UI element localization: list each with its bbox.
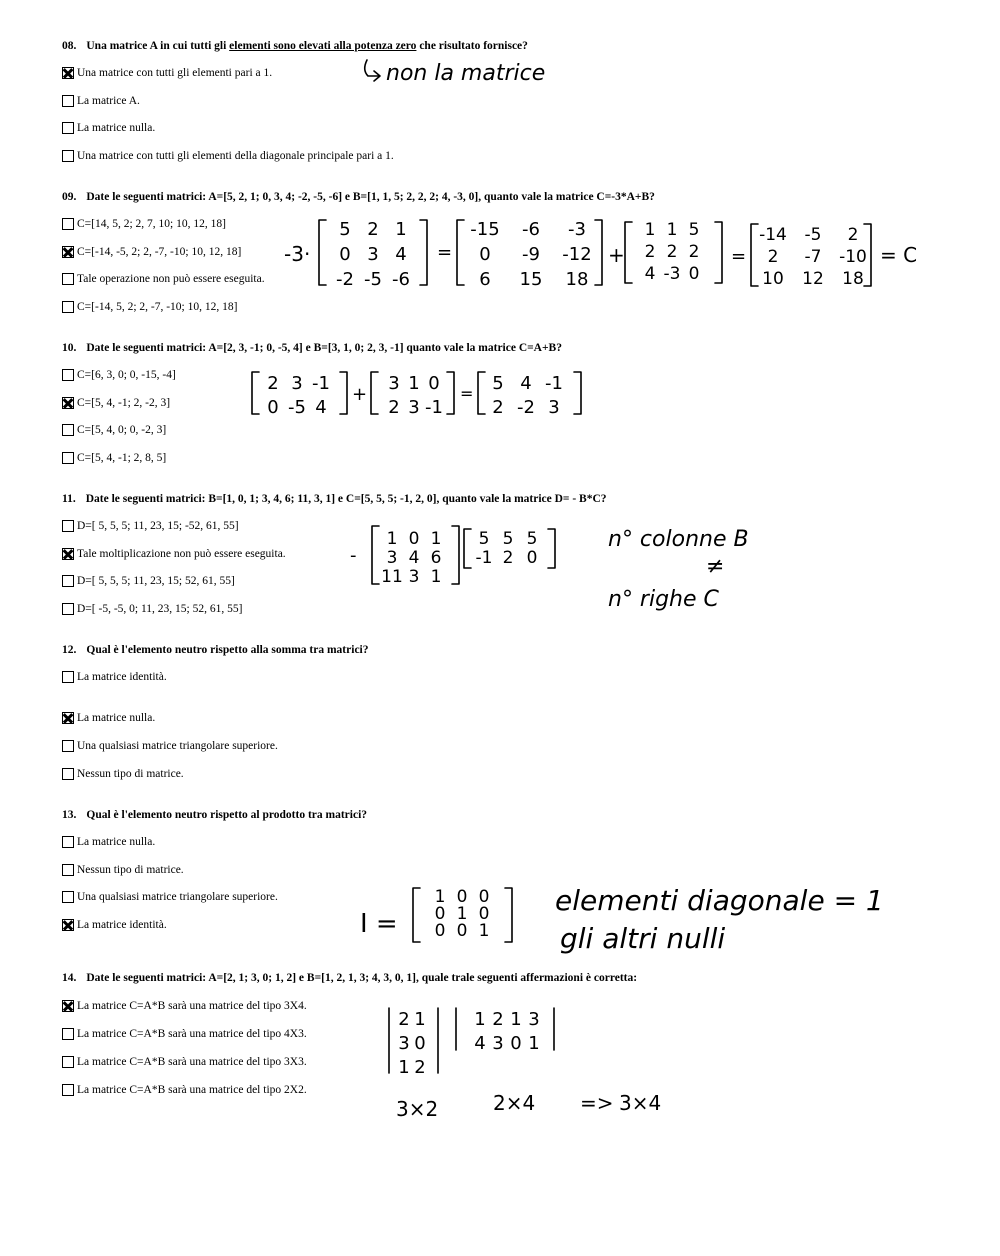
matrix-entry: 1 (430, 567, 442, 587)
matrix-entry: 5 (502, 529, 514, 549)
question-text: Date le seguenti matrici: B=[1, 0, 1; 3, 4, 6; 11, 3, 1] e C=[5, 5, 5; -1, 2, 0], quanto vale la matrice D= - B*C? (85, 493, 607, 505)
matrix-entry: 3 (408, 397, 420, 418)
matrix-entry: 0 (456, 921, 468, 941)
matrix-entry: 0 (434, 921, 446, 941)
matrix-entry: 3 (388, 373, 400, 394)
bracket (625, 222, 632, 283)
hw-q09-eq2: = (731, 246, 747, 267)
option-label: Una qualsiasi matrice triangolare superiore. (77, 740, 278, 752)
option-label: Nessun tipo di matrice. (77, 768, 184, 780)
matrix-entry: 1 (398, 1057, 410, 1078)
matrix-entry: -6 (392, 269, 410, 290)
question-text: Qual è l'elemento neutro rispetto al prodotto tra matrici? (86, 809, 368, 821)
option-label: La matrice C=A*B sarà una matrice del tipo 3X4. (77, 1000, 307, 1012)
matrix-entry: 4 (315, 397, 327, 418)
matrix-entry: -12 (562, 244, 592, 265)
bracket (413, 888, 420, 942)
matrix-entry: 2 (688, 242, 700, 262)
matrix-entry: 1 (528, 1033, 540, 1054)
matrix-entry: 2 (502, 548, 514, 568)
matrix-entry: -2 (336, 269, 354, 290)
matrix-entry: 3 (386, 548, 398, 568)
hw-q11-matrix-C (476, 529, 538, 568)
hw-q14-matrix-B (474, 1009, 539, 1054)
option-label: La matrice identità. (77, 671, 167, 683)
matrix-entry: 5 (339, 219, 351, 240)
matrix-entry: 0 (339, 244, 351, 265)
matrix-entry: 2 (492, 397, 504, 418)
hw-q14-dimB: 2×4 (493, 1091, 536, 1115)
matrix-entry: 0 (479, 244, 491, 265)
matrix-entry: 0 (478, 904, 490, 924)
option-label: Una matrice con tutti gli elementi della diagonale principale pari a 1. (77, 150, 394, 162)
bracket (447, 372, 454, 414)
matrix-entry: 0 (414, 1033, 426, 1054)
option-label: C=[6, 3, 0; 0, -15, -4] (77, 369, 176, 381)
option-label: D=[ 5, 5, 5; 11, 23, 15; 52, 61, 55] (77, 575, 235, 587)
hw-q09-tail: = C (880, 243, 918, 267)
matrix-entry: 2 (644, 242, 656, 262)
question-text: Qual è l'elemento neutro rispetto alla somma tra matrici? (86, 644, 369, 656)
bracket (595, 220, 602, 285)
matrix-entry: 0 (408, 529, 420, 549)
matrix-entry: 0 (456, 887, 468, 907)
matrix-entry: 1 (666, 220, 678, 240)
question-text-underlined: elementi sono elevati alla potenza zero (229, 40, 417, 52)
option-label: La matrice C=A*B sarà una matrice del tipo 3X3. (77, 1056, 307, 1068)
option-label: La matrice nulla. (77, 122, 156, 134)
bracket (751, 224, 758, 286)
matrix-entry: 0 (434, 904, 446, 924)
matrix-entry: 2 (398, 1009, 410, 1030)
question-text: Date le seguenti matrici: A=[5, 2, 1; 0, 3, 4; -2, -5, -6] e B=[1, 1, 5; 2, 2, 2; 4, -3, 0], quanto vale la matrice C=-3*A+B? (86, 191, 655, 203)
hw-q14-dimC: 3×4 (619, 1091, 662, 1115)
hw-q10-plus: + (352, 384, 368, 405)
hw-q09-plus: + (608, 243, 625, 267)
option-label: C=[5, 4, -1; 2, -2, 3] (77, 397, 171, 409)
matrix-entry: 3 (367, 244, 379, 265)
matrix-entry: -5 (804, 225, 822, 245)
bracket (340, 372, 347, 414)
matrix-entry: 5 (688, 220, 700, 240)
option-label: La matrice nulla. (77, 836, 156, 848)
hw-q14-matrix-A (398, 1009, 425, 1078)
hw-q11-note-2: n° righe C (608, 587, 719, 612)
option-label: Tale operazione non può essere eseguita. (77, 273, 265, 285)
question-number: 12. (62, 644, 77, 656)
option-label: La matrice A. (77, 95, 140, 107)
hw-q09-matrix-A (336, 219, 410, 290)
matrix-entry: 2 (388, 397, 400, 418)
matrix-entry: -5 (364, 269, 382, 290)
option-label: Una matrice con tutti gli elementi pari a 1. (77, 67, 273, 79)
hw-q08-note: non la matrice (386, 61, 546, 86)
hook-arrow-icon (365, 60, 380, 81)
matrix-entry: -5 (288, 397, 306, 418)
bracket (574, 372, 581, 414)
matrix-entry: -7 (804, 247, 822, 267)
option-label: Tale moltiplicazione non può essere eseguita. (77, 548, 286, 560)
option-label: Una qualsiasi matrice triangolare superiore. (77, 891, 278, 903)
matrix-entry: -9 (522, 244, 540, 265)
option-label: La matrice identità. (77, 919, 167, 931)
option-label: La matrice C=A*B sarà una matrice del tipo 4X3. (77, 1028, 307, 1040)
option-label: Nessun tipo di matrice. (77, 864, 184, 876)
matrix-entry: 4 (644, 264, 656, 284)
hw-q09-matrix-B (645, 220, 700, 284)
matrix-entry: 2 (414, 1057, 426, 1078)
matrix-entry: -3 (568, 219, 586, 240)
bracket (548, 529, 555, 568)
matrix-entry: 12 (802, 269, 824, 289)
hw-q14-arrow: => (580, 1091, 614, 1115)
matrix-entry: -1 (545, 373, 563, 394)
hw-q14-dimA: 3×2 (396, 1097, 439, 1121)
hw-q11-neq: ≠ (706, 554, 725, 579)
bracket (319, 220, 326, 285)
matrix-entry: 1 (430, 529, 442, 549)
matrix-entry: 0 (478, 887, 490, 907)
question-number: 11. (62, 493, 76, 505)
question-number: 13. (62, 809, 77, 821)
matrix-entry: 3 (408, 567, 420, 587)
matrix-entry: 5 (526, 529, 538, 549)
matrix-entry: 2 (767, 247, 779, 267)
matrix-entry: 2 (267, 373, 279, 394)
hw-q13-note-1: elementi diagonale = 1 (555, 884, 884, 917)
option-label: C=[14, 5, 2; 2, 7, 10; 10, 12, 18] (77, 218, 226, 230)
matrix-entry: 18 (565, 269, 589, 290)
matrix-entry: 1 (478, 921, 490, 941)
matrix-entry: 0 (688, 264, 700, 284)
question-text: che risultato fornisce? (416, 40, 528, 52)
matrix-entry: 3 (528, 1009, 540, 1030)
matrix-entry: -1 (312, 373, 330, 394)
matrix-entry: -6 (522, 219, 540, 240)
hw-q10-eq: = (460, 384, 474, 403)
bracket (715, 222, 722, 283)
matrix-entry: 2 (666, 242, 678, 262)
matrix-entry: 3 (548, 397, 560, 418)
matrix-entry: 1 (510, 1009, 522, 1030)
hw-q09-matrix-neg3A (470, 219, 591, 290)
bracket (252, 372, 259, 414)
option-label: C=[5, 4, 0; 0, -2, 3] (77, 424, 167, 436)
hw-q09-eq1: = (437, 242, 453, 263)
matrix-entry: 18 (842, 269, 864, 289)
question-number: 14. (62, 972, 77, 984)
hw-q13-lhs: I = (360, 909, 398, 939)
bracket (457, 220, 464, 285)
matrix-entry: 4 (520, 373, 532, 394)
matrix-entry: 1 (456, 904, 468, 924)
option-label: C=[-14, 5, 2; 2, -7, -10; 10, 12, 18] (77, 301, 238, 313)
matrix-entry: 1 (644, 220, 656, 240)
matrix-entry: -10 (839, 247, 867, 267)
matrix-entry: 1 (414, 1009, 426, 1030)
matrix-entry: 15 (519, 269, 543, 290)
matrix-entry: 3 (492, 1033, 504, 1054)
hw-q11-note-1: n° colonne B (608, 527, 749, 552)
hw-q10-matrix-A (267, 373, 330, 418)
hw-q10-matrix-B (388, 373, 443, 418)
matrix-entry: -2 (517, 397, 535, 418)
matrix-entry: 0 (428, 373, 440, 394)
matrix-entry: 2 (492, 1009, 504, 1030)
option-label: La matrice nulla. (77, 712, 156, 724)
matrix-entry: -3 (663, 264, 681, 284)
matrix-entry: 2 (847, 225, 859, 245)
bracket (371, 372, 378, 414)
matrix-entry: 1 (386, 529, 398, 549)
question-number: 08. (62, 40, 77, 52)
option-label: C=[-14, -5, 2; 2, -7, -10; 10, 12, 18] (77, 246, 242, 258)
matrix-entry: 10 (762, 269, 784, 289)
matrix-entry: 11 (381, 567, 403, 587)
matrix-entry: 6 (430, 548, 442, 568)
matrix-entry: 1 (474, 1009, 486, 1030)
bracket (452, 526, 459, 584)
option-label: D=[ -5, -5, 0; 11, 23, 15; 52, 61, 55] (77, 603, 243, 615)
matrix-entry: 5 (492, 373, 504, 394)
option-label: C=[5, 4, -1; 2, 8, 5] (77, 452, 167, 464)
matrix-entry: -14 (759, 225, 787, 245)
hw-q10-matrix-result (492, 373, 563, 418)
hw-q13-identity-matrix (435, 887, 490, 941)
matrix-entry: 5 (478, 529, 490, 549)
matrix-entry: 4 (395, 244, 407, 265)
matrix-entry: 2 (367, 219, 379, 240)
matrix-entry: 3 (291, 373, 303, 394)
hw-q09-matrix-result (759, 225, 867, 289)
matrix-entry: 1 (408, 373, 420, 394)
question-text: Date le seguenti matrici: A=[2, 3, -1; 0, -5, 4] e B=[3, 1, 0; 2, 3, -1] quanto vale la matrice C=A+B? (86, 342, 562, 354)
hw-q11-minus: - (350, 545, 357, 566)
hw-q11-matrix-B (381, 529, 441, 587)
question-number: 10. (62, 342, 77, 354)
matrix-entry: 1 (434, 887, 446, 907)
matrix-entry: -1 (475, 548, 493, 568)
bracket (478, 372, 485, 414)
matrix-entry: -1 (425, 397, 443, 418)
hw-q13-note-2: gli altri nulli (560, 922, 726, 955)
bracket (505, 888, 512, 942)
bracket (372, 526, 379, 584)
matrix-entry: 4 (474, 1033, 486, 1054)
option-label: D=[ 5, 5, 5; 11, 23, 15; -52, 61, 55] (77, 520, 239, 532)
hw-q09-scalar: -3· (284, 242, 311, 266)
question-text: Date le seguenti matrici: A=[2, 1; 3, 0; 1, 2] e B=[1, 2, 1, 3; 4, 3, 0, 1], quale trale seguenti affermazioni è corretta: (86, 972, 638, 984)
matrix-entry: 0 (267, 397, 279, 418)
matrix-entry: 3 (398, 1033, 410, 1054)
bracket (420, 220, 427, 285)
matrix-entry: 4 (408, 548, 420, 568)
bracket (464, 529, 471, 568)
matrix-entry: -15 (470, 219, 500, 240)
question-number: 09. (62, 191, 77, 203)
matrix-entry: 0 (526, 548, 538, 568)
question-text: Una matrice A in cui tutti gli (86, 40, 230, 52)
matrix-entry: 1 (395, 219, 407, 240)
option-label: La matrice C=A*B sarà una matrice del tipo 2X2. (77, 1084, 307, 1096)
matrix-entry: 6 (479, 269, 491, 290)
matrix-entry: 0 (510, 1033, 522, 1054)
